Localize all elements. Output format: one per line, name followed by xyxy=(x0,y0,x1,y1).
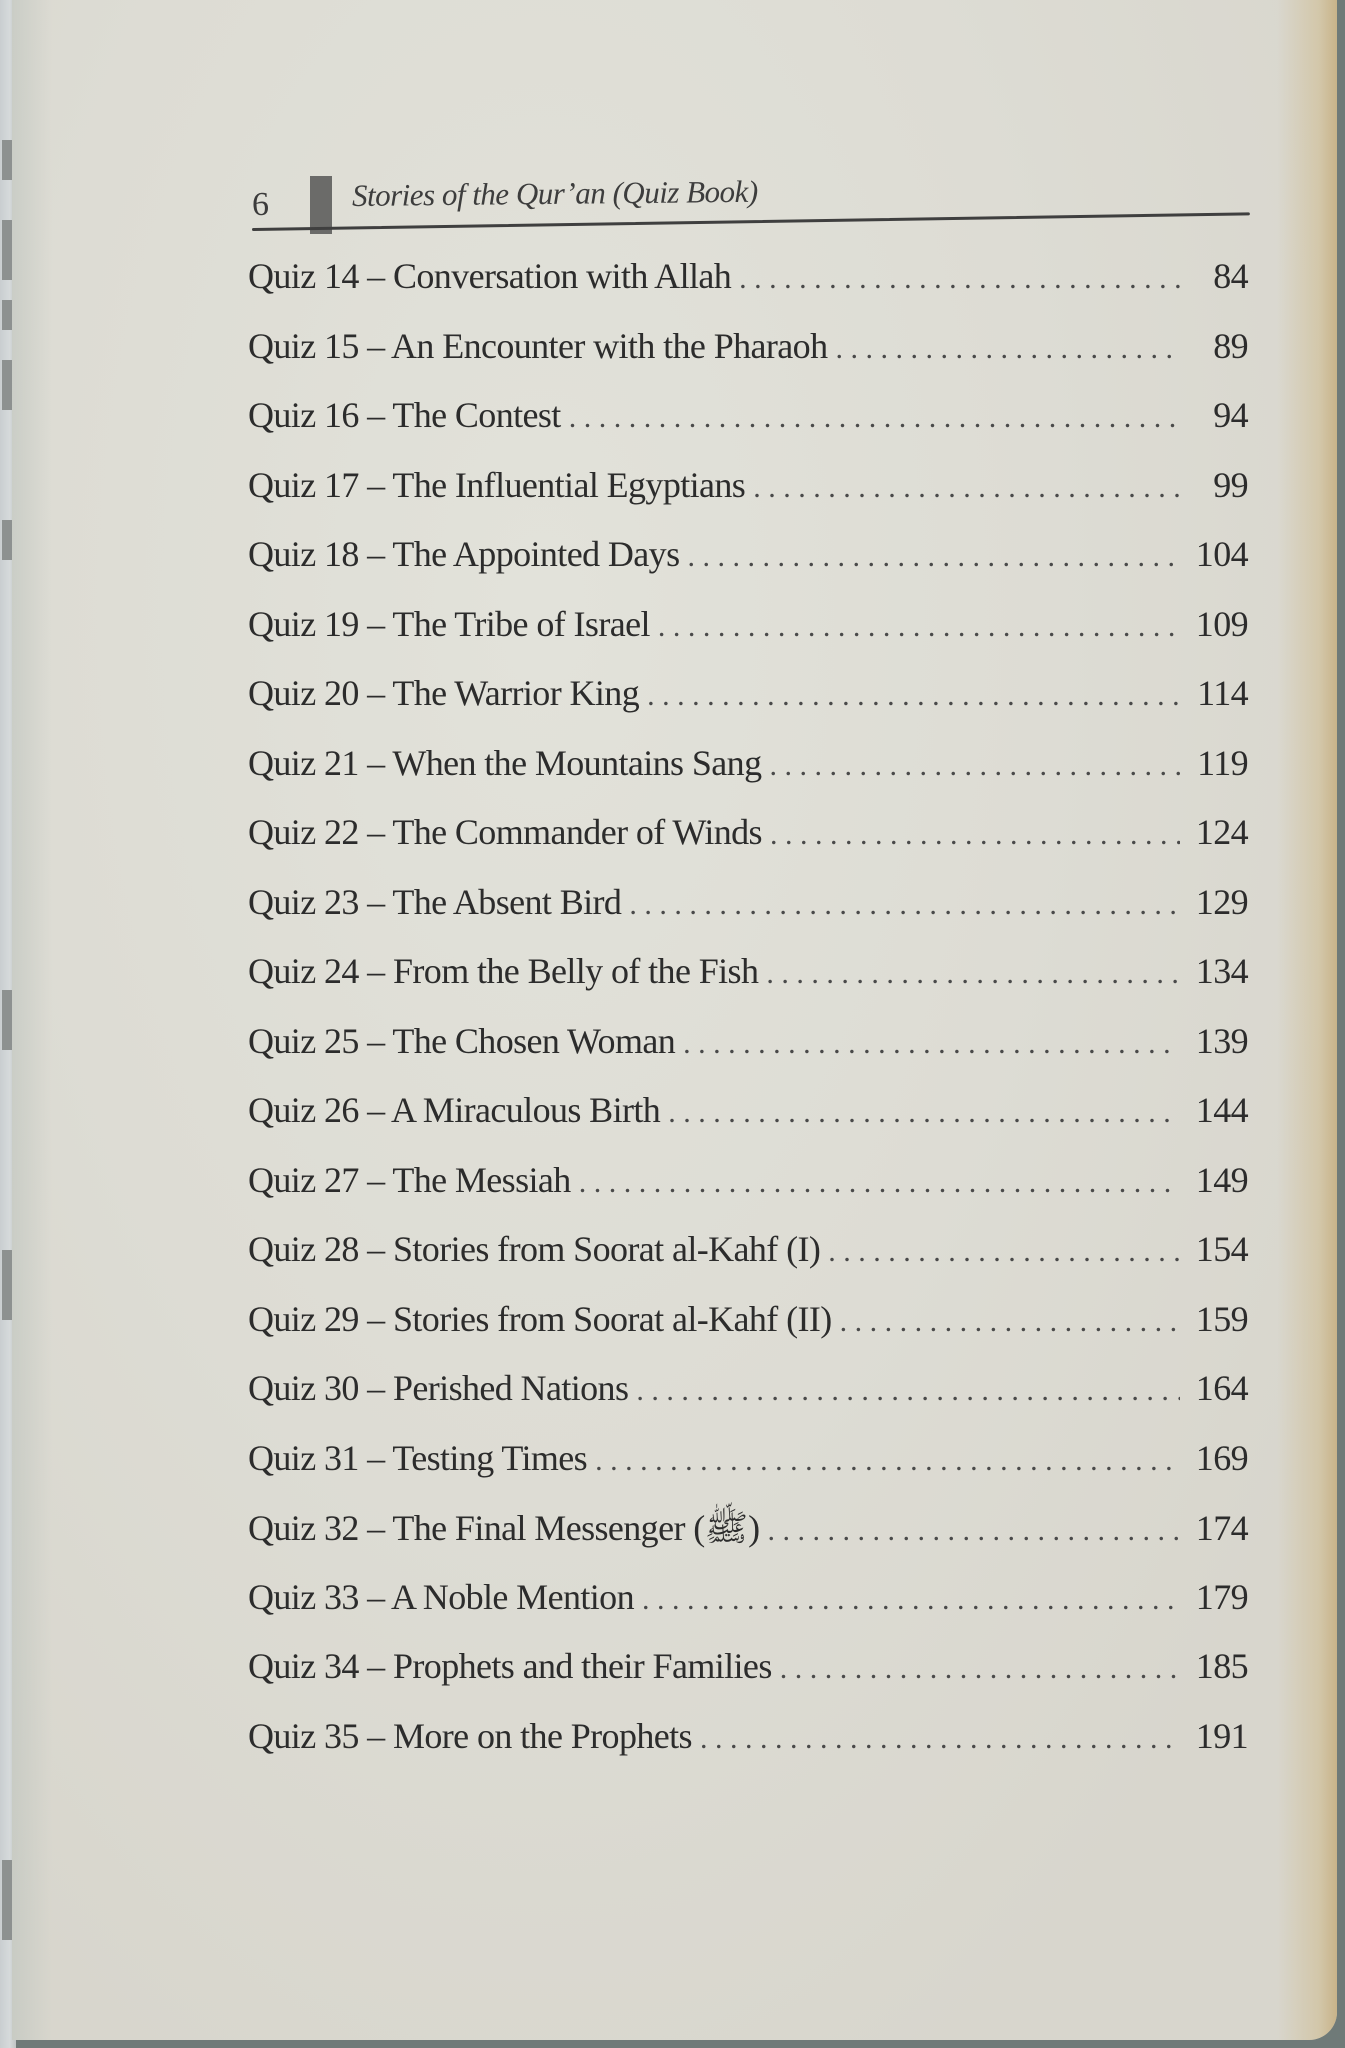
toc-entry xyxy=(248,950,1248,1020)
dot-leader xyxy=(642,1583,1180,1617)
toc-entry-title: Quiz 29 – Stories from Soorat al-Kahf (II) xyxy=(248,1298,832,1339)
dot-leader xyxy=(828,1235,1180,1269)
toc-entry-page: 185 xyxy=(1195,1646,1248,1686)
toc-entry-title: Quiz 16 – The Contest xyxy=(248,395,561,435)
toc-entry-page: 154 xyxy=(1195,1229,1248,1269)
toc-entry-page: 174 xyxy=(1195,1508,1248,1548)
dot-leader xyxy=(687,540,1180,574)
dot-leader xyxy=(658,610,1180,644)
toc-entry xyxy=(248,1506,1248,1576)
dot-leader xyxy=(753,471,1180,505)
toc-entry-title: Quiz 27 – The Messiah xyxy=(248,1159,571,1200)
toc-entry-title: Quiz 25 – The Chosen Woman xyxy=(248,1020,676,1061)
edge-mark xyxy=(2,1860,12,1940)
toc-entry xyxy=(248,1020,1248,1090)
edge-mark xyxy=(2,1250,12,1320)
toc-entry xyxy=(248,1298,1248,1368)
toc-entry-page: 84 xyxy=(1213,256,1248,296)
dot-leader xyxy=(579,1166,1180,1200)
toc-entry-title: Quiz 23 – The Absent Bird xyxy=(248,881,622,922)
page-number: 6 xyxy=(252,186,269,223)
dot-leader xyxy=(835,332,1180,366)
dot-leader xyxy=(668,1096,1180,1130)
toc-entry-page: 94 xyxy=(1213,395,1248,435)
header-bar-ornament xyxy=(310,176,332,234)
toc-entry xyxy=(248,464,1248,534)
toc-entry xyxy=(248,742,1248,812)
toc-entry-page: 134 xyxy=(1195,951,1248,991)
dot-leader xyxy=(647,679,1180,713)
toc-entry xyxy=(248,603,1248,673)
dot-leader xyxy=(629,888,1180,922)
dot-leader xyxy=(700,1722,1180,1756)
edge-mark xyxy=(2,300,12,330)
dot-leader xyxy=(769,749,1180,783)
toc-entry-title: Quiz 18 – The Appointed Days xyxy=(248,534,680,574)
edge-mark xyxy=(2,140,12,180)
dot-leader xyxy=(766,957,1180,991)
toc-entry-page: 149 xyxy=(1195,1159,1248,1200)
toc-entry-page: 159 xyxy=(1195,1298,1248,1339)
book-title: Stories of the Qur’an (Quiz Book) xyxy=(351,173,758,213)
edge-mark xyxy=(2,520,12,560)
toc-entry-page: 129 xyxy=(1195,881,1248,922)
toc-entry-page: 99 xyxy=(1213,464,1248,505)
toc-entry xyxy=(248,1228,1248,1298)
toc-entry-title: Quiz 17 – The Influential Egyptians xyxy=(248,464,746,505)
toc-entry-title: Quiz 32 – The Final Messenger (ﷺ) xyxy=(248,1508,760,1548)
toc-entry-title: Quiz 19 – The Tribe of Israel xyxy=(248,603,650,644)
toc-entry-title: Quiz 33 – A Noble Mention xyxy=(248,1576,634,1617)
toc-entry xyxy=(248,1159,1248,1229)
toc-entry-title: Quiz 22 – The Commander of Winds xyxy=(248,812,762,852)
toc-entry-title: Quiz 20 – The Warrior King xyxy=(248,673,640,713)
toc-entry-page: 114 xyxy=(1197,673,1248,713)
toc-entry-page: 169 xyxy=(1195,1437,1248,1478)
toc-entry-title: Quiz 34 – Prophets and their Families xyxy=(248,1646,772,1686)
toc-entry-page: 119 xyxy=(1197,742,1248,783)
edge-mark xyxy=(2,360,12,410)
dot-leader xyxy=(780,1652,1180,1686)
toc-entry xyxy=(248,1089,1248,1159)
toc-entry-title: Quiz 30 – Perished Nations xyxy=(248,1368,629,1408)
toc-entry xyxy=(248,255,1248,325)
dot-leader xyxy=(636,1374,1180,1408)
toc-entry-title: Quiz 26 – A Miraculous Birth xyxy=(248,1090,661,1130)
toc-entry xyxy=(248,325,1248,395)
dot-leader xyxy=(569,401,1180,435)
dot-leader xyxy=(840,1305,1180,1339)
toc-entry-page: 179 xyxy=(1195,1576,1248,1617)
toc-entry-page: 164 xyxy=(1195,1368,1248,1408)
toc-entry-page: 191 xyxy=(1195,1715,1248,1756)
toc-entry-title: Quiz 31 – Testing Times xyxy=(248,1437,588,1478)
toc-entry xyxy=(248,1576,1248,1646)
toc-entry xyxy=(248,533,1248,603)
toc-entry xyxy=(248,1715,1248,1785)
book-page xyxy=(12,0,1337,2040)
toc-entry-title: Quiz 28 – Stories from Soorat al-Kahf (I) xyxy=(248,1229,821,1269)
toc-entry xyxy=(248,394,1248,464)
dot-leader xyxy=(770,818,1180,852)
toc-entry-page: 139 xyxy=(1195,1020,1248,1061)
toc-entry-title: Quiz 15 – An Encounter with the Pharaoh xyxy=(248,325,828,366)
toc-entry xyxy=(248,1367,1248,1437)
dot-leader xyxy=(595,1444,1180,1478)
toc-entry-page: 104 xyxy=(1195,534,1248,574)
toc-entry xyxy=(248,672,1248,742)
edge-mark xyxy=(2,990,12,1050)
toc-entry xyxy=(248,811,1248,881)
toc-entry-title: Quiz 35 – More on the Prophets xyxy=(248,1715,692,1756)
dot-leader xyxy=(739,262,1180,296)
dot-leader xyxy=(768,1514,1180,1548)
edge-mark xyxy=(2,220,12,280)
toc-entry xyxy=(248,1437,1248,1507)
toc-entry-title: Quiz 21 – When the Mountains Sang xyxy=(248,742,762,783)
toc-entry-page: 109 xyxy=(1195,603,1248,644)
toc-entry-page: 89 xyxy=(1213,325,1248,366)
toc-entry-title: Quiz 14 – Conversation with Allah xyxy=(248,256,732,296)
dot-leader xyxy=(683,1027,1180,1061)
toc-entry-page: 124 xyxy=(1195,812,1248,852)
toc-entry-page: 144 xyxy=(1195,1090,1248,1130)
toc-entry xyxy=(248,1645,1248,1715)
table-of-contents xyxy=(248,255,1248,1784)
toc-entry xyxy=(248,881,1248,951)
toc-entry-title: Quiz 24 – From the Belly of the Fish xyxy=(248,951,759,991)
